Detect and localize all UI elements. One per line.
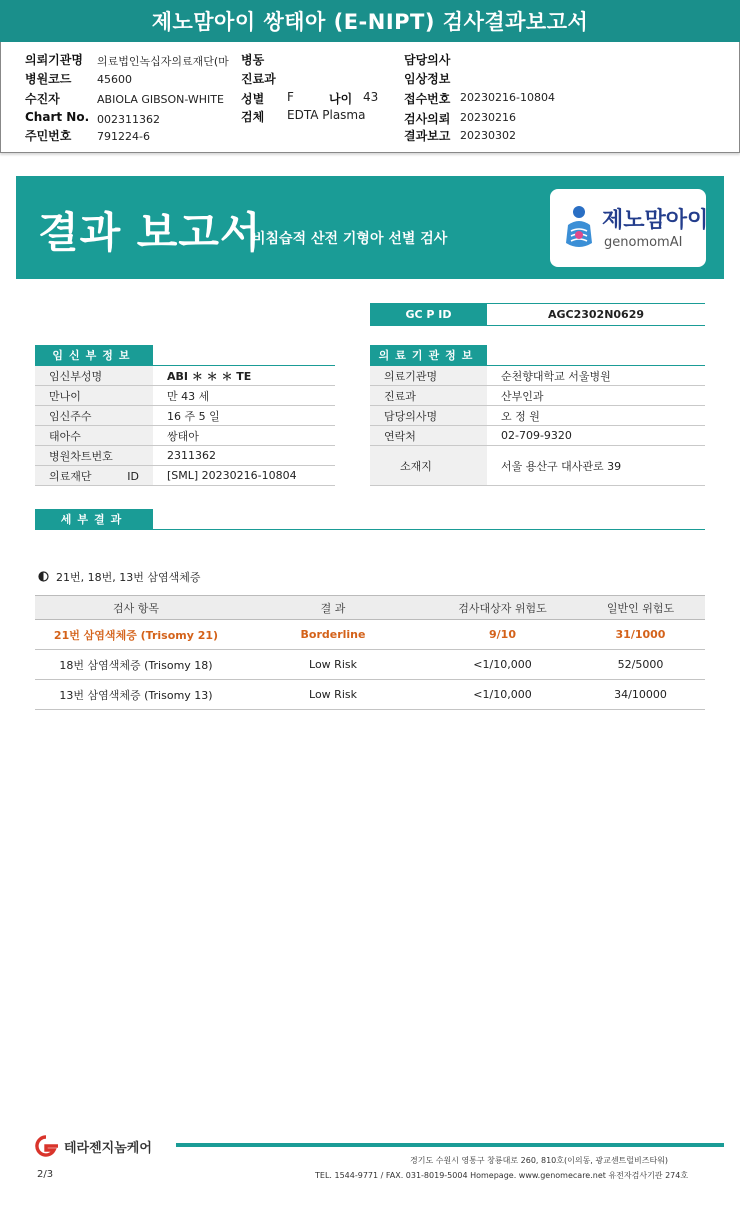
half-circle-icon xyxy=(38,571,49,582)
footer-rule xyxy=(176,1143,724,1147)
receipt-label: 접수번호 xyxy=(404,92,451,106)
info-value: 쌍태아 xyxy=(153,426,335,446)
institution-label: 의뢰기관명 xyxy=(25,53,83,67)
info-key: 담당의사명 xyxy=(370,406,487,426)
footer-address: 경기도 수원시 영통구 창룡대로 260, 810호(이의동, 광교센트럴비즈타워) xyxy=(410,1156,669,1165)
id-value: 791224-6 xyxy=(97,130,150,143)
detail-rule xyxy=(35,529,705,530)
age-value: 43 xyxy=(363,90,379,104)
cell-subject-risk: <1/10,000 xyxy=(429,650,576,680)
patient-name: ABIOLA GIBSON-WHITE xyxy=(97,93,224,106)
info-row xyxy=(370,406,705,426)
genomom-logo xyxy=(550,189,709,267)
info-value: 오 정 원 xyxy=(487,406,705,426)
info-key: 소재지 xyxy=(370,446,487,486)
info-value: [SML] 20230216-10804 xyxy=(153,466,335,486)
report-label: 결과보고 xyxy=(404,129,451,143)
hospital-code-value: 45600 xyxy=(97,73,132,86)
institution-info-table xyxy=(370,366,705,486)
table-row xyxy=(35,620,705,650)
info-value: ABI ＊ ＊ ＊ TE xyxy=(153,366,335,386)
info-value: 2311362 xyxy=(153,446,335,466)
request-label: 검사의뢰 xyxy=(404,112,451,126)
table-row xyxy=(35,680,705,710)
pregnant-info-heading: 임신부정보 xyxy=(35,345,153,365)
info-key: 임신부성명 xyxy=(35,366,153,386)
patient-info-box xyxy=(0,42,740,153)
company-name: 테라젠지놈케어 xyxy=(64,1141,152,1156)
cell-general-risk: 52/5000 xyxy=(576,650,705,680)
info-value: 02-709-9320 xyxy=(487,426,705,446)
results-header-row xyxy=(35,596,705,620)
info-row xyxy=(35,386,335,406)
report-value: 20230302 xyxy=(460,129,516,142)
detail-heading: 세부결과 xyxy=(35,509,153,529)
hospital-code-label: 병원코드 xyxy=(25,72,72,86)
info-value: 순천향대학교 서울병원 xyxy=(487,366,705,386)
institution-info-heading: 의료기관정보 xyxy=(370,345,487,365)
cell-item: 18번 삼염색체증 (Trisomy 18) xyxy=(35,650,237,680)
chart-label: Chart No. xyxy=(25,110,90,124)
terragen-logo-icon xyxy=(32,1135,62,1157)
patient-label: 수진자 xyxy=(25,92,60,106)
info-row xyxy=(370,446,705,486)
result-banner xyxy=(16,176,724,279)
cell-subject-risk: <1/10,000 xyxy=(429,680,576,710)
id-label: 주민번호 xyxy=(25,129,72,143)
cell-general-risk: 34/10000 xyxy=(576,680,705,710)
col-header-general-risk: 일반인 위험도 xyxy=(576,596,705,620)
info-key: 진료과 xyxy=(370,386,487,406)
pregnant-info-table xyxy=(35,366,335,486)
receipt-value: 20230216-10804 xyxy=(460,91,555,104)
logo-text-kr: 제노맘아이 xyxy=(602,208,709,233)
info-row xyxy=(35,466,335,486)
col-header-subject-risk: 검사대상자 위험도 xyxy=(429,596,576,620)
info-value: 서울 용산구 대사관로 39 xyxy=(487,446,705,486)
info-row xyxy=(35,426,335,446)
gc-bottom-rule xyxy=(370,325,705,326)
cell-result: Low Risk xyxy=(237,680,429,710)
cell-general-risk: 31/1000 xyxy=(576,620,705,650)
age-label: 나이 xyxy=(329,92,353,106)
info-key: 의료재단 ID xyxy=(35,466,153,486)
doctor-label: 담당의사 xyxy=(404,53,451,67)
results-table xyxy=(35,595,705,710)
sex-value: F xyxy=(287,90,294,104)
info-key: 연락처 xyxy=(370,426,487,446)
page-number: 2/3 xyxy=(37,1169,54,1180)
info-key: 만나이 xyxy=(35,386,153,406)
info-row xyxy=(35,406,335,426)
specimen-value: EDTA Plasma xyxy=(287,108,366,122)
table-row xyxy=(35,650,705,680)
gc-pid-value: AGC2302N0629 xyxy=(547,308,645,321)
test-title: 21번, 18번, 13번 삼염색체증 xyxy=(56,571,201,584)
info-row xyxy=(35,366,335,386)
col-header-result: 결 과 xyxy=(237,596,429,620)
clinical-label: 임상정보 xyxy=(404,72,451,86)
cell-result: Borderline xyxy=(237,620,429,650)
info-key: 의료기관명 xyxy=(370,366,487,386)
report-title: 제노맘아이 쌍태아 (E-NIPT) 검사결과보고서 xyxy=(0,0,740,42)
genomom-logo-icon xyxy=(562,205,596,251)
institution-value: 의료법인녹십자의료재단(마 xyxy=(97,55,229,68)
request-value: 20230216 xyxy=(460,111,516,124)
chart-value: 002311362 xyxy=(97,113,160,126)
logo-text-en: genomomAI xyxy=(604,235,683,250)
info-value: 16 주 5 일 xyxy=(153,406,335,426)
info-value: 만 43 세 xyxy=(153,386,335,406)
cell-subject-risk: 9/10 xyxy=(429,620,576,650)
banner-subtitle: 비침습적 산전 기형아 선별 검사 xyxy=(252,231,448,247)
info-row xyxy=(35,446,335,466)
info-row xyxy=(370,366,705,386)
col-header-item: 검사 항목 xyxy=(35,596,237,620)
info-key: 태아수 xyxy=(35,426,153,446)
banner-title: 결과 보고서 xyxy=(38,208,262,257)
info-key: 병원차트번호 xyxy=(35,446,153,466)
info-key: 임신주수 xyxy=(35,406,153,426)
info-row xyxy=(370,386,705,406)
footer-contact: TEL. 1544-9771 / FAX. 031-8019-5004 Homepage. www.genomecare.net 유전자검사기관 274호 xyxy=(315,1171,689,1180)
ward-label: 병동 xyxy=(241,53,265,67)
gc-pid-label: GC P ID xyxy=(370,304,487,325)
specimen-label: 검체 xyxy=(241,110,265,124)
department-label: 진료과 xyxy=(241,72,276,86)
cell-item: 21번 삼염색체증 (Trisomy 21) xyxy=(35,620,237,650)
cell-item: 13번 삼염색체증 (Trisomy 13) xyxy=(35,680,237,710)
sex-label: 성별 xyxy=(241,92,265,106)
info-value: 산부인과 xyxy=(487,386,705,406)
cell-result: Low Risk xyxy=(237,650,429,680)
info-row xyxy=(370,426,705,446)
